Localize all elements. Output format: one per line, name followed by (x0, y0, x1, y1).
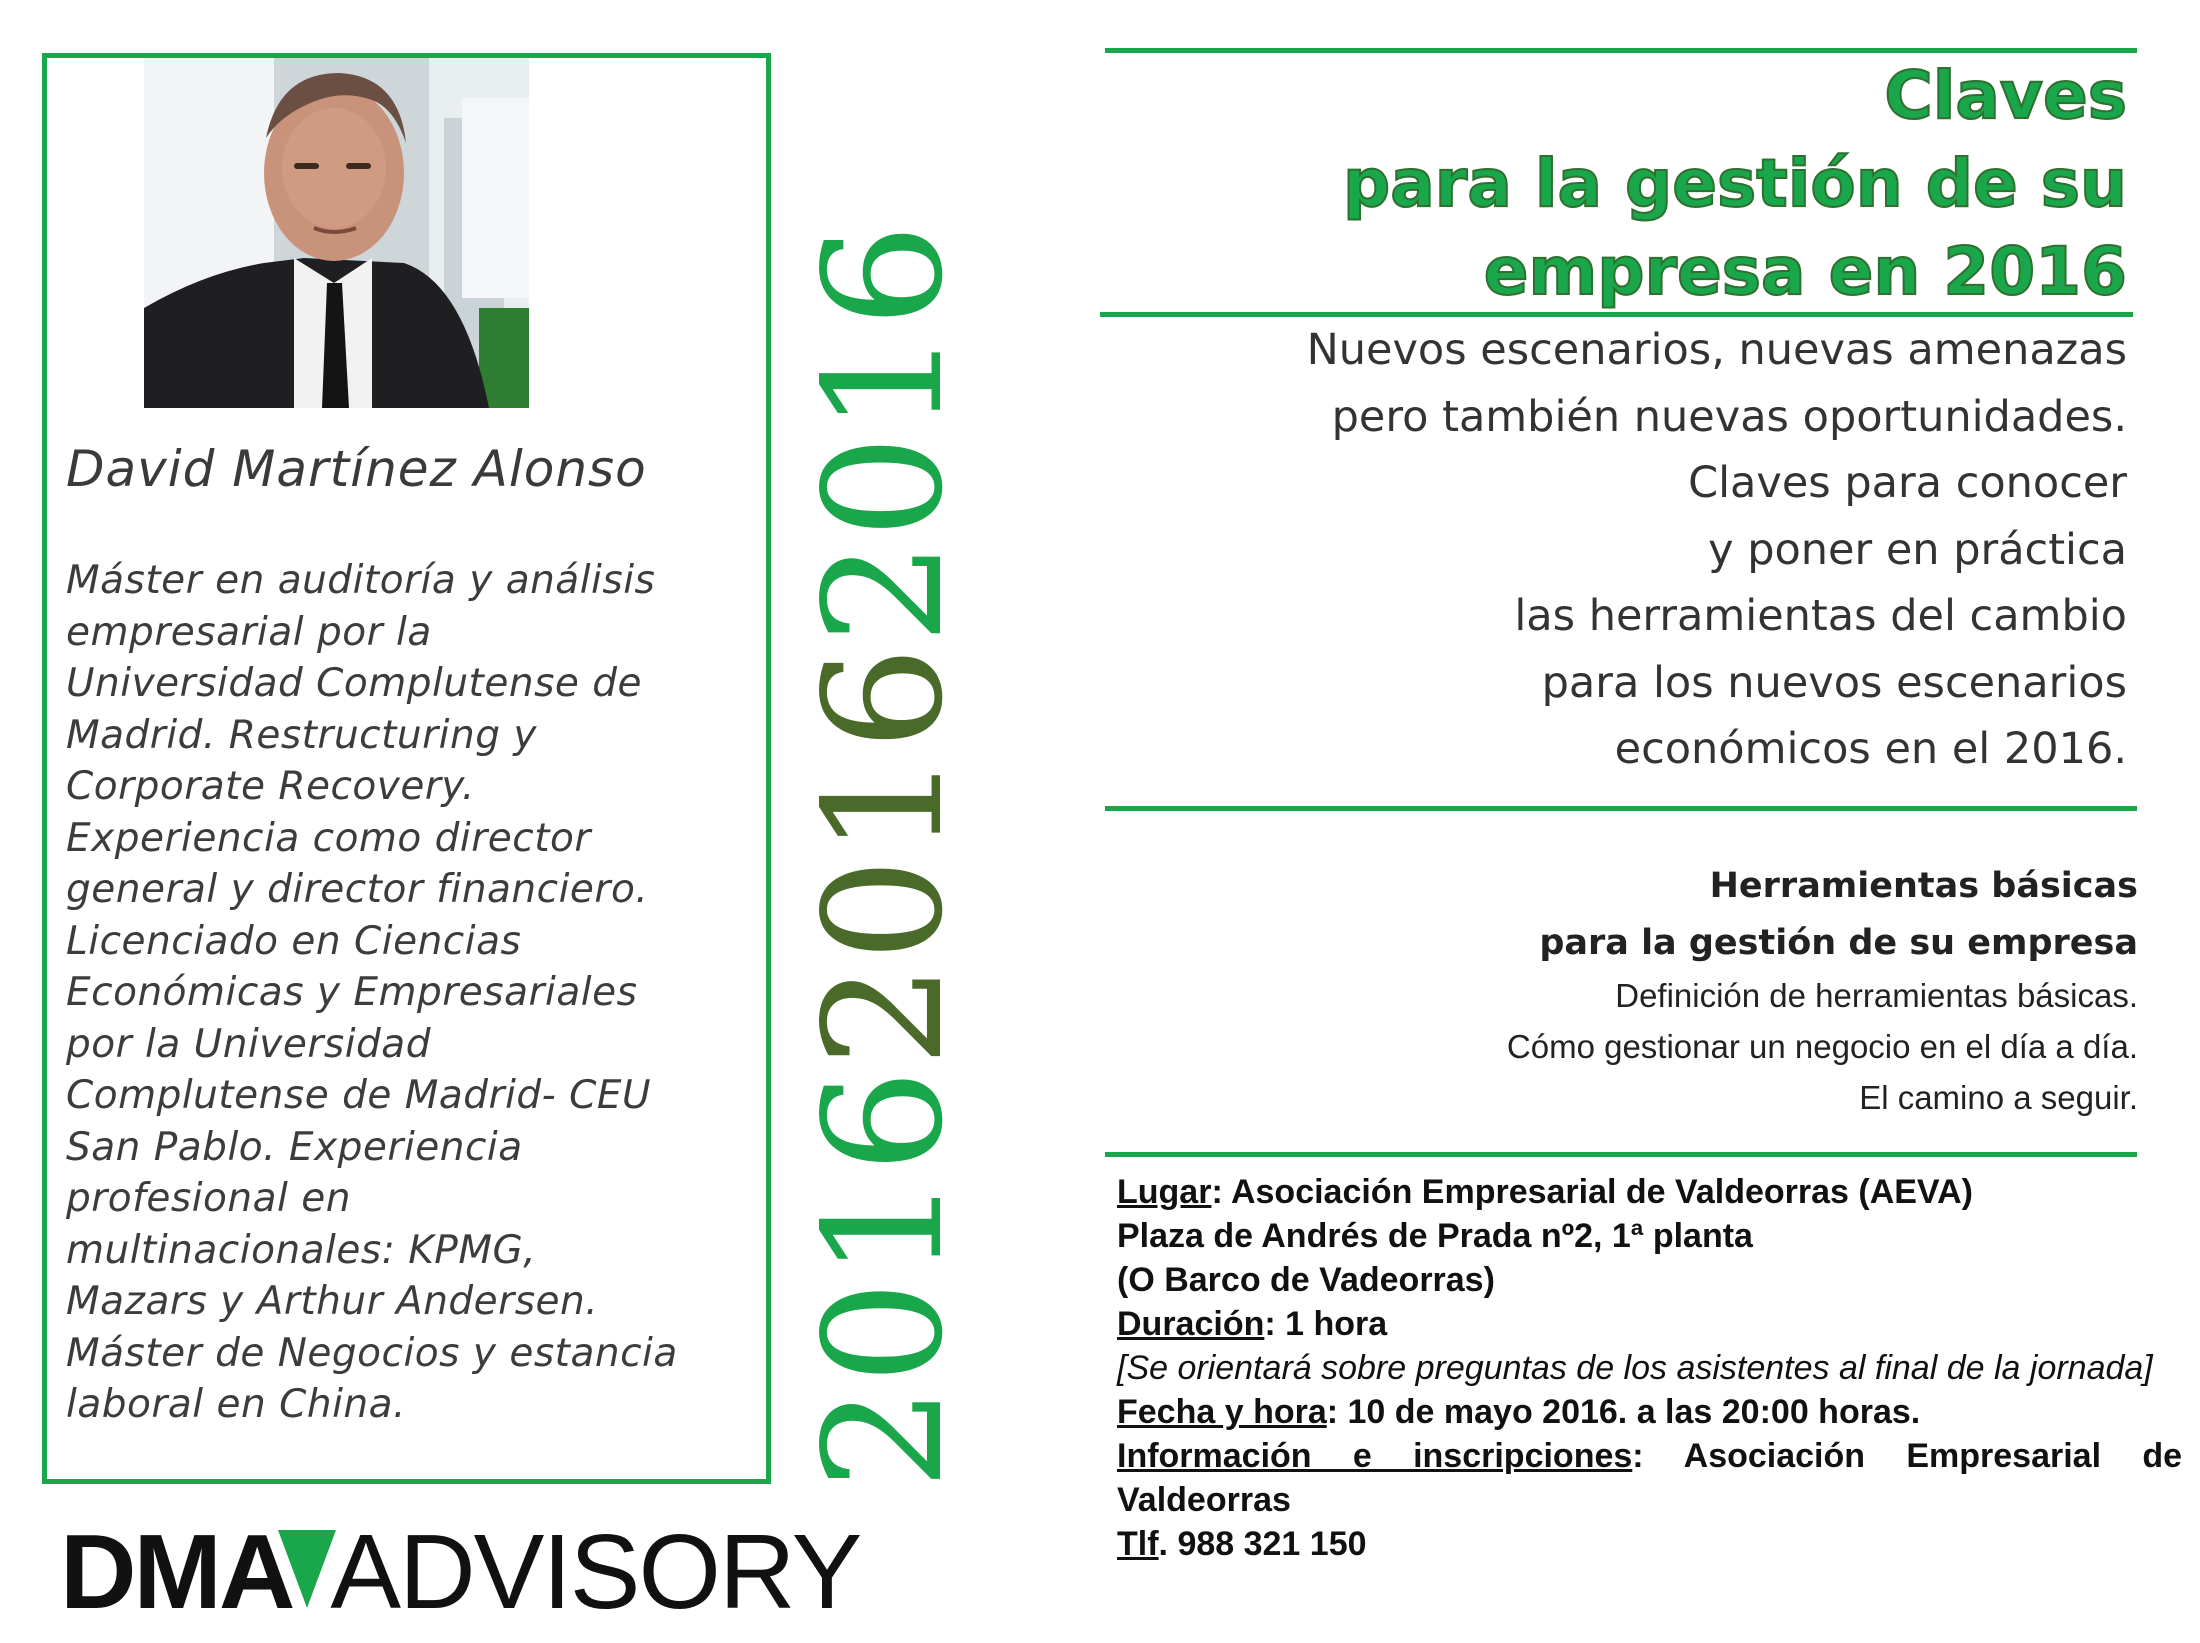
duration-line (1117, 1302, 2182, 1346)
address-town: (O Barco de Vadeorras) (1117, 1261, 1495, 1299)
speaker-bio: Máster en auditoría y análisis empresarial por la Universidad Complutense de Madrid. Restructuring y Corporate Recovery. Experiencia como director general y director financiero. Licenciado en Ciencias Económicas y Empresariales por la Universidad Complutense de Madrid- CEU San Pablo. Experiencia profesional en multinacionales: KPMG, Mazars y Arthur Andersen. Máster de Negocios y estancia laboral en China. (66, 558, 678, 1427)
venue-label: Lugar (1117, 1173, 1212, 1211)
divider (1105, 806, 2137, 811)
phone-line (1117, 1522, 2182, 1566)
venue-line (1117, 1170, 2182, 1214)
dma-advisory-logo (60, 1515, 920, 1630)
tools-heading: Herramientas básicas para la gestión de su empresa (1539, 866, 2138, 963)
divider (1105, 1152, 2137, 1157)
duration-label: Duración (1117, 1305, 1265, 1343)
logo-dma-text: DMA (60, 1513, 293, 1631)
logo-triangle-icon (278, 1530, 336, 1610)
duration-note: [Se orientará sobre preguntas de los asistentes al final de la jornada] (1117, 1349, 2153, 1387)
registration-label: Información e inscripciones (1117, 1437, 1633, 1475)
date-line (1117, 1390, 2182, 1434)
page-title: Claves para la gestión de su empresa en 2016 (1342, 57, 2127, 310)
speaker-name: David Martínez Alonso (66, 440, 647, 498)
registration-value: : Asociación Empresarial de Valdeorras (1117, 1437, 2182, 1519)
year-label: 2016 (790, 644, 979, 1068)
date-value: : 10 de mayo 2016. a las 20:00 horas. (1326, 1393, 1921, 1431)
phone-label: Tlf (1117, 1525, 1159, 1563)
tools-list: Definición de herramientas básicas. Cómo gestionar un negocio en el día a día. El camino a seguir. (1506, 977, 2138, 1116)
speaker-photo (144, 58, 529, 408)
event-subtitle: Nuevos escenarios, nuevas amenazas pero también nuevas oportunidades. Claves para conocer y poner en práctica las herramientas del cambio para los nuevos escenarios económicos en el 2016. (1306, 325, 2127, 774)
year-banner (790, 80, 979, 1490)
venue-value: : Asociación Empresarial de Valdeorras (AEVA) (1211, 1173, 1973, 1211)
address-line: Plaza de Andrés de Prada nº2, 1ª planta (1117, 1217, 1753, 1255)
year-label: 2016 (790, 1067, 979, 1490)
date-label: Fecha y hora (1117, 1393, 1327, 1431)
event-info (1117, 1170, 2182, 1566)
registration-line (1117, 1434, 2182, 1522)
logo-advisory-text: ADVISORY (330, 1513, 861, 1631)
duration-value: : 1 hora (1264, 1305, 1388, 1343)
phone-value: . 988 321 150 (1158, 1525, 1367, 1563)
year-label: 2016 (790, 221, 979, 645)
